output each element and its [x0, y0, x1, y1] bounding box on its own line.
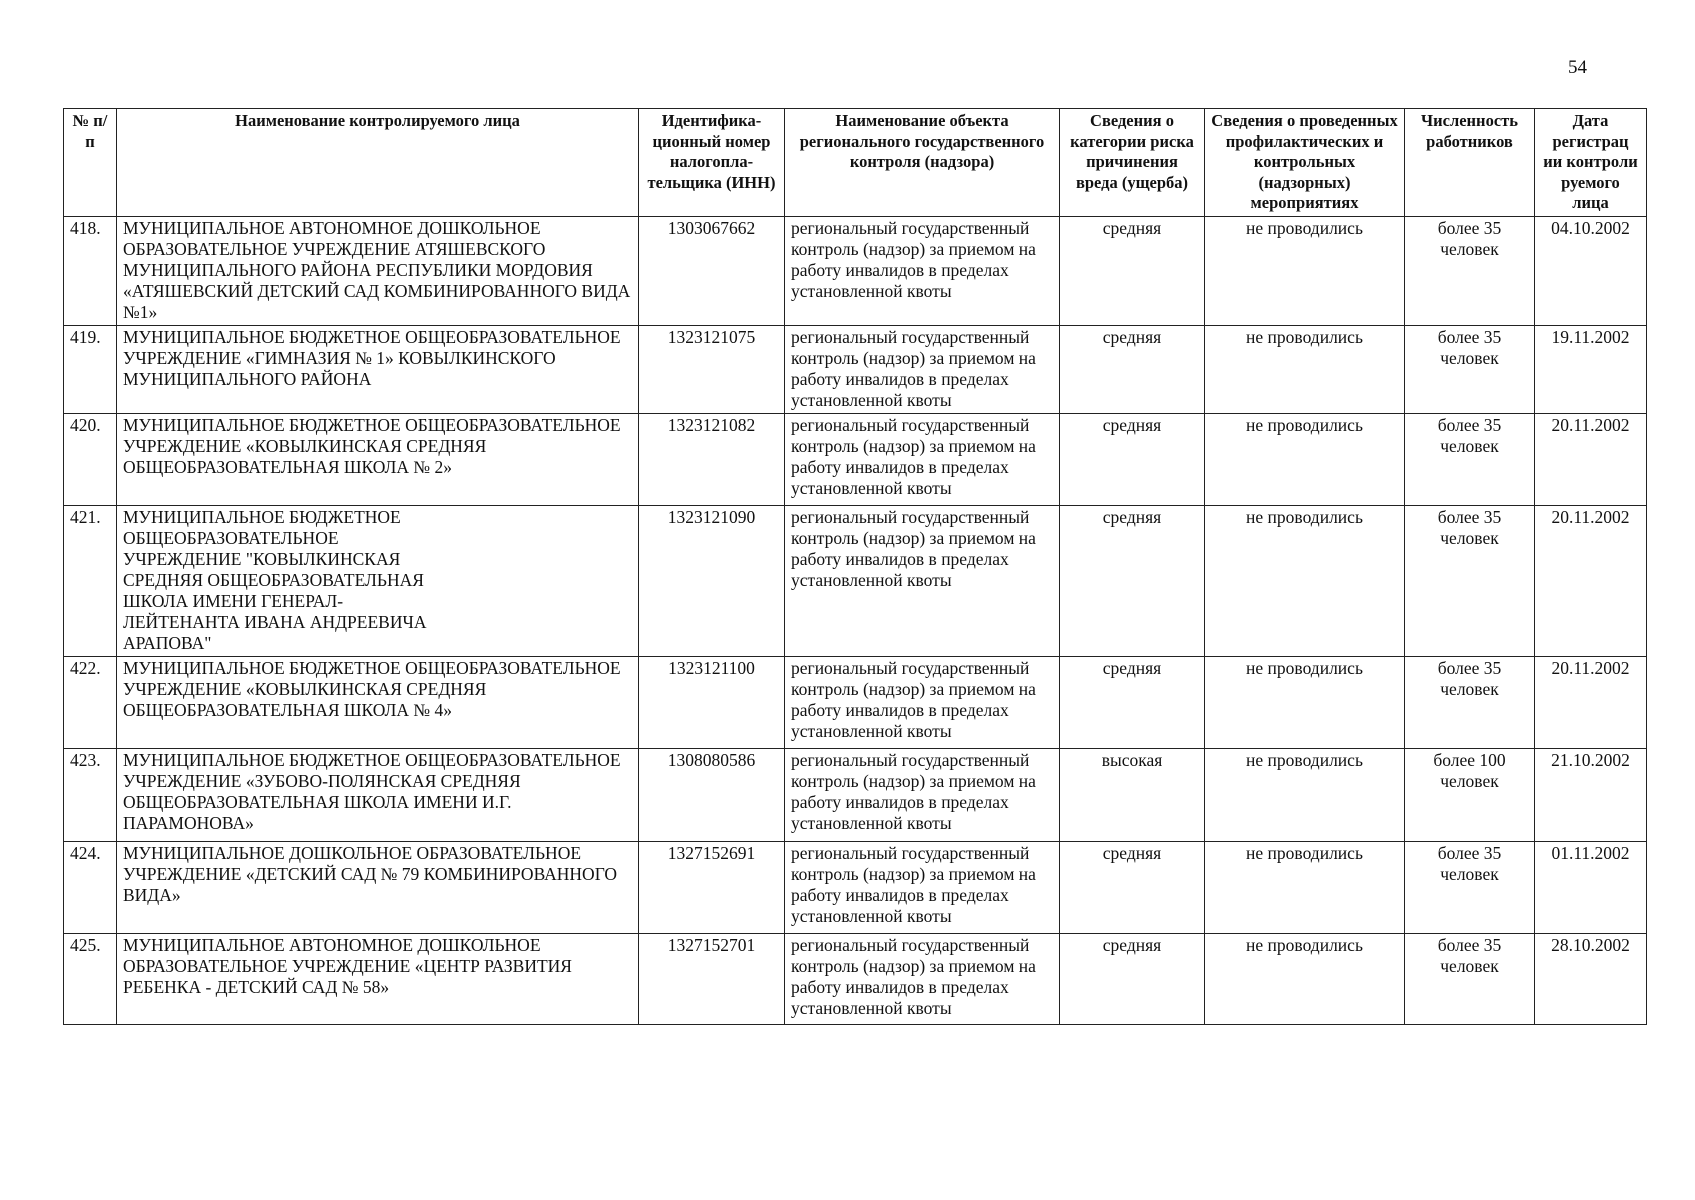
- table-row: [64, 505, 1647, 656]
- cell-events: не проводились: [1205, 413, 1405, 505]
- cell-workers: более 35 человек: [1405, 413, 1535, 505]
- cell-object: региональный государственный контроль (надзор) за приемом на работу инвалидов в пределах установленной квоты: [785, 841, 1060, 933]
- cell-risk: средняя: [1060, 505, 1205, 656]
- cell-date: 20.11.2002: [1535, 656, 1647, 748]
- table-row: [64, 325, 1647, 413]
- header-risk: Сведения о категории риска причинения вреда (ущерба): [1060, 109, 1205, 217]
- header-num: № п/п: [64, 109, 117, 217]
- cell-inn: 1323121075: [639, 325, 785, 413]
- cell-workers: более 35 человек: [1405, 325, 1535, 413]
- cell-risk: средняя: [1060, 216, 1205, 325]
- cell-date: 28.10.2002: [1535, 933, 1647, 1024]
- table-row: [64, 841, 1647, 933]
- cell-object: региональный государственный контроль (надзор) за приемом на работу инвалидов в пределах установленной квоты: [785, 505, 1060, 656]
- cell-date: 20.11.2002: [1535, 413, 1647, 505]
- header-row: [64, 109, 1647, 217]
- cell-events: не проводились: [1205, 216, 1405, 325]
- cell-object: региональный государственный контроль (надзор) за приемом на работу инвалидов в пределах установленной квоты: [785, 216, 1060, 325]
- cell-events: не проводились: [1205, 325, 1405, 413]
- cell-workers: более 35 человек: [1405, 216, 1535, 325]
- cell-date: 19.11.2002: [1535, 325, 1647, 413]
- table-body: [64, 216, 1647, 1024]
- page-number: 54: [1568, 57, 1587, 78]
- cell-num: 418.: [64, 216, 117, 325]
- cell-events: не проводились: [1205, 505, 1405, 656]
- header-name: Наименование контролируемого лица: [117, 109, 639, 217]
- cell-risk: высокая: [1060, 748, 1205, 841]
- cell-name: МУНИЦИПАЛЬНОЕ АВТОНОМНОЕ ДОШКОЛЬНОЕ ОБРАЗОВАТЕЛЬНОЕ УЧРЕЖДЕНИЕ «ЦЕНТР РАЗВИТИЯ РЕБЕНКА - ДЕТСКИЙ САД № 58»: [117, 933, 639, 1024]
- cell-events: не проводились: [1205, 748, 1405, 841]
- cell-workers: более 100 человек: [1405, 748, 1535, 841]
- cell-date: 01.11.2002: [1535, 841, 1647, 933]
- registry-table: [63, 108, 1647, 1025]
- cell-date: 20.11.2002: [1535, 505, 1647, 656]
- cell-num: 422.: [64, 656, 117, 748]
- cell-risk: средняя: [1060, 841, 1205, 933]
- cell-inn: 1323121100: [639, 656, 785, 748]
- cell-name: МУНИЦИПАЛЬНОЕ БЮДЖЕТНОЕ ОБЩЕОБРАЗОВАТЕЛЬНОЕ УЧРЕЖДЕНИЕ "КОВЫЛКИНСКАЯ СРЕДНЯЯ ОБЩЕОБРАЗОВАТЕЛЬНАЯ ШКОЛА ИМЕНИ ГЕНЕРАЛ- ЛЕЙТЕНАНТА ИВАНА АНДРЕЕВИЧА АРАПОВА": [117, 505, 639, 656]
- cell-name: МУНИЦИПАЛЬНОЕ АВТОНОМНОЕ ДОШКОЛЬНОЕ ОБРАЗОВАТЕЛЬНОЕ УЧРЕЖДЕНИЕ АТЯШЕВСКОГО МУНИЦИПАЛЬНОГО РАЙОНА РЕСПУБЛИКИ МОРДОВИЯ «АТЯШЕВСКИЙ ДЕТСКИЙ САД КОМБИНИРОВАННОГО ВИДА №1»: [117, 216, 639, 325]
- cell-object: региональный государственный контроль (надзор) за приемом на работу инвалидов в пределах установленной квоты: [785, 413, 1060, 505]
- table-row: [64, 216, 1647, 325]
- table-row: [64, 933, 1647, 1024]
- cell-name: МУНИЦИПАЛЬНОЕ БЮДЖЕТНОЕ ОБЩЕОБРАЗОВАТЕЛЬНОЕ УЧРЕЖДЕНИЕ «КОВЫЛКИНСКАЯ СРЕДНЯЯ ОБЩЕОБРАЗОВАТЕЛЬНАЯ ШКОЛА № 4»: [117, 656, 639, 748]
- cell-risk: средняя: [1060, 933, 1205, 1024]
- cell-num: 421.: [64, 505, 117, 656]
- table-row: [64, 656, 1647, 748]
- header-date: Дата регистрац ии контроли руемого лица: [1535, 109, 1647, 217]
- cell-workers: более 35 человек: [1405, 505, 1535, 656]
- cell-num: 423.: [64, 748, 117, 841]
- cell-inn: 1323121082: [639, 413, 785, 505]
- cell-risk: средняя: [1060, 656, 1205, 748]
- cell-num: 419.: [64, 325, 117, 413]
- cell-workers: более 35 человек: [1405, 656, 1535, 748]
- table-header: [64, 109, 1647, 217]
- cell-risk: средняя: [1060, 413, 1205, 505]
- cell-date: 21.10.2002: [1535, 748, 1647, 841]
- header-inn: Идентифика-ционный номер налогопла-тельщика (ИНН): [639, 109, 785, 217]
- cell-object: региональный государственный контроль (надзор) за приемом на работу инвалидов в пределах установленной квоты: [785, 325, 1060, 413]
- cell-events: не проводились: [1205, 841, 1405, 933]
- header-events: Сведения о проведенных профилактических и контрольных (надзорных) мероприятиях: [1205, 109, 1405, 217]
- cell-num: 420.: [64, 413, 117, 505]
- table-row: [64, 413, 1647, 505]
- cell-num: 425.: [64, 933, 117, 1024]
- cell-num: 424.: [64, 841, 117, 933]
- cell-object: региональный государственный контроль (надзор) за приемом на работу инвалидов в пределах установленной квоты: [785, 656, 1060, 748]
- cell-inn: 1303067662: [639, 216, 785, 325]
- cell-inn: 1323121090: [639, 505, 785, 656]
- cell-name: МУНИЦИПАЛЬНОЕ БЮДЖЕТНОЕ ОБЩЕОБРАЗОВАТЕЛЬНОЕ УЧРЕЖДЕНИЕ «ГИМНАЗИЯ № 1» КОВЫЛКИНСКОГО МУНИЦИПАЛЬНОГО РАЙОНА: [117, 325, 639, 413]
- cell-workers: более 35 человек: [1405, 933, 1535, 1024]
- cell-name: МУНИЦИПАЛЬНОЕ БЮДЖЕТНОЕ ОБЩЕОБРАЗОВАТЕЛЬНОЕ УЧРЕЖДЕНИЕ «ЗУБОВО-ПОЛЯНСКАЯ СРЕДНЯЯ ОБЩЕОБРАЗОВАТЕЛЬНАЯ ШКОЛА ИМЕНИ И.Г. ПАРАМОНОВА»: [117, 748, 639, 841]
- cell-inn: 1327152701: [639, 933, 785, 1024]
- cell-risk: средняя: [1060, 325, 1205, 413]
- cell-events: не проводились: [1205, 933, 1405, 1024]
- cell-object: региональный государственный контроль (надзор) за приемом на работу инвалидов в пределах установленной квоты: [785, 748, 1060, 841]
- cell-name: МУНИЦИПАЛЬНОЕ ДОШКОЛЬНОЕ ОБРАЗОВАТЕЛЬНОЕ УЧРЕЖДЕНИЕ «ДЕТСКИЙ САД № 79 КОМБИНИРОВАННОГО ВИДА»: [117, 841, 639, 933]
- cell-inn: 1308080586: [639, 748, 785, 841]
- cell-name: МУНИЦИПАЛЬНОЕ БЮДЖЕТНОЕ ОБЩЕОБРАЗОВАТЕЛЬНОЕ УЧРЕЖДЕНИЕ «КОВЫЛКИНСКАЯ СРЕДНЯЯ ОБЩЕОБРАЗОВАТЕЛЬНАЯ ШКОЛА № 2»: [117, 413, 639, 505]
- cell-inn: 1327152691: [639, 841, 785, 933]
- header-object: Наименование объекта регионального государственного контроля (надзора): [785, 109, 1060, 217]
- header-workers: Численность работников: [1405, 109, 1535, 217]
- table-row: [64, 748, 1647, 841]
- cell-object: региональный государственный контроль (надзор) за приемом на работу инвалидов в пределах установленной квоты: [785, 933, 1060, 1024]
- cell-events: не проводились: [1205, 656, 1405, 748]
- cell-date: 04.10.2002: [1535, 216, 1647, 325]
- cell-workers: более 35 человек: [1405, 841, 1535, 933]
